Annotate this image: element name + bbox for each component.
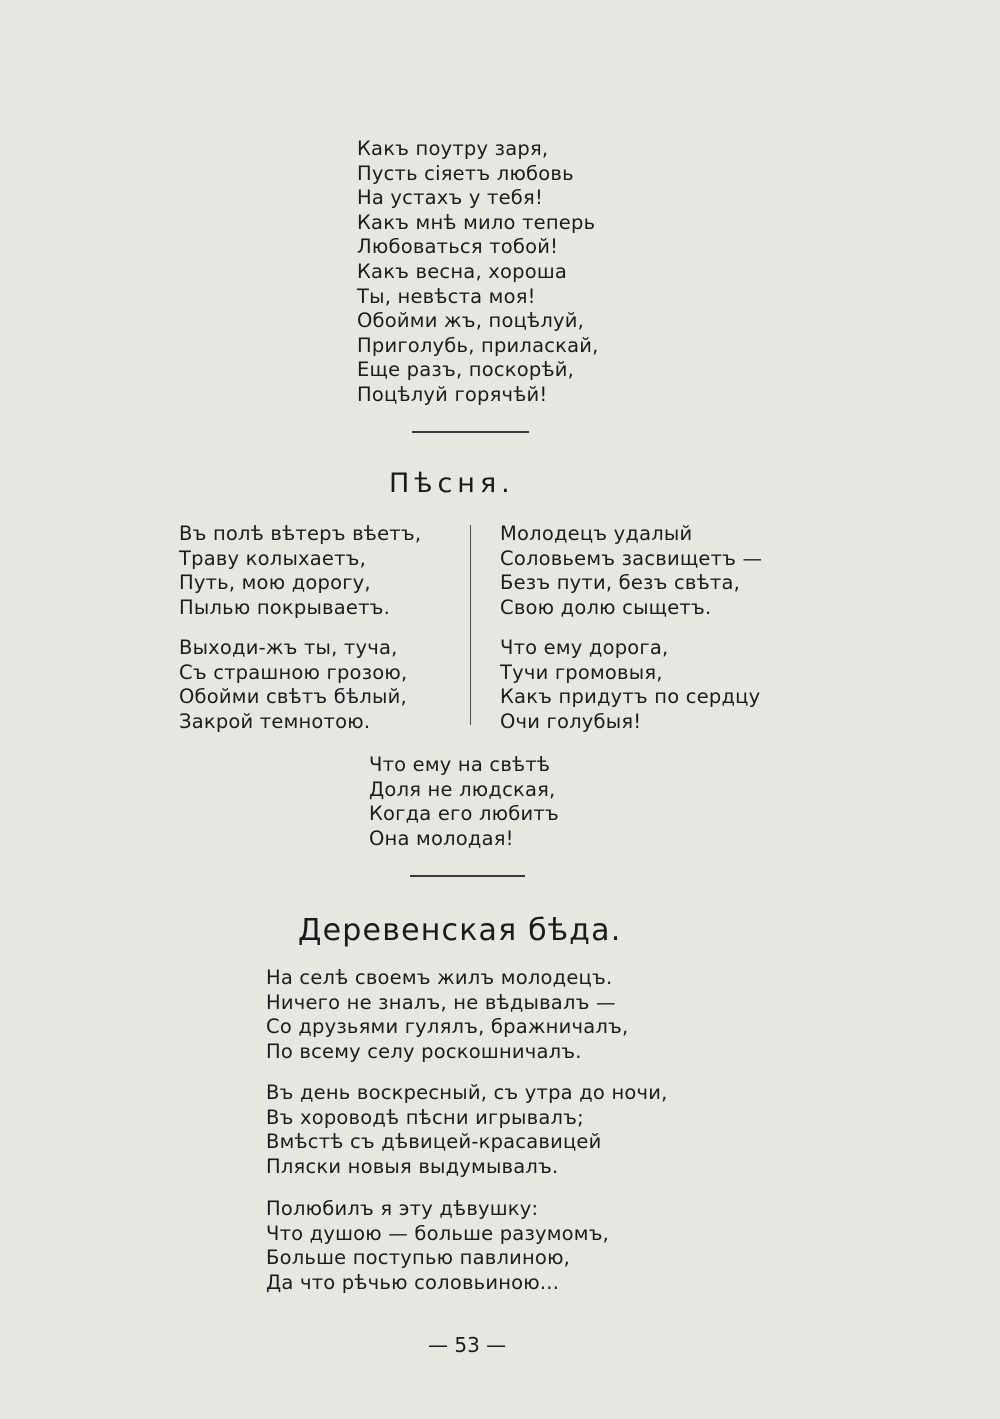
poem-line: Что душою — больше разумомъ,	[266, 1221, 610, 1245]
poem-line: Тучи громовыя,	[500, 660, 663, 684]
poem-line: Въ хороводѣ пѣсни игрывалъ;	[266, 1105, 584, 1129]
poem-line: Въ день воскресный, съ утра до ночи,	[266, 1081, 668, 1104]
poem-line: Больше поступью павлиною,	[266, 1246, 571, 1270]
poem-line: Закрой темнотою.	[179, 709, 371, 733]
poem-line: Приголубь, приласкай,	[357, 333, 599, 357]
poem-line: Пляски новыя выдумывалъ.	[266, 1154, 559, 1178]
poem-line: Что ему дорога,	[500, 636, 669, 659]
poem-line: Да что рѣчью соловьиною...	[266, 1270, 560, 1294]
poem-line: Любоваться тобой!	[357, 235, 559, 259]
poem-line: Безъ пути, безъ свѣта,	[500, 571, 741, 595]
poem-line: Ничего не зналъ, не вѣдывалъ —	[266, 990, 616, 1014]
page-number: — 53 —	[428, 1333, 507, 1357]
poem-line: По всему селу роскошничалъ.	[266, 1039, 582, 1063]
poem-line: Полюбилъ я эту дѣвушку:	[266, 1197, 539, 1220]
song-left-stanza-1	[179, 522, 421, 620]
poem-line: На устахъ у тебя!	[357, 186, 543, 210]
poem-line: Доля не людская,	[369, 777, 556, 801]
poem-line: Обойми свѣтъ бѣлый,	[179, 685, 407, 709]
poem-line: Свою долю сыщетъ.	[500, 595, 712, 619]
poem-line: Путь, мою дорогу,	[179, 571, 371, 595]
village-stanza-3	[266, 1197, 609, 1295]
poem-line: Обойми жъ, поцѣлуй,	[357, 309, 585, 333]
village-stanza-2	[266, 1081, 668, 1179]
poem-line: Какъ мнѣ мило теперь	[357, 210, 596, 234]
poem-line: Она молодая!	[369, 826, 514, 850]
poem-line: Какъ придутъ по сердцу	[500, 685, 761, 709]
song-right-stanza-2	[500, 636, 760, 734]
poem-line: На селѣ своемъ жилъ молодецъ.	[266, 966, 613, 989]
poem-line: Поцѣлуй горячѣй!	[357, 382, 548, 406]
song-right-stanza-1	[500, 522, 762, 620]
song-title: Пѣсня.	[389, 468, 515, 499]
poem-line: Со друзьями гулялъ, бражничалъ,	[266, 1015, 629, 1039]
poem-line: Пусть сіяетъ любовь	[357, 161, 574, 185]
poem-line: Очи голубыя!	[500, 709, 642, 733]
poem-line: Ты, невѣста моя!	[357, 284, 536, 308]
village-title: Деревенская бѣда.	[298, 913, 622, 948]
poem-line: Пылью покрываетъ.	[179, 595, 391, 619]
poem-line: Въ полѣ вѣтеръ вѣетъ,	[179, 522, 422, 545]
poem-line: Выходи-жъ ты, туча,	[179, 636, 398, 659]
poem-line: Съ страшною грозою,	[179, 660, 408, 684]
section-divider	[412, 431, 529, 433]
poem-line: Молодецъ удалый	[500, 522, 693, 545]
section-divider	[410, 875, 525, 877]
column-divider	[470, 525, 471, 725]
poem-line: Траву колыхаетъ,	[179, 546, 367, 570]
poem-line: Что ему на свѣтѣ	[369, 753, 551, 776]
song-left-stanza-2	[179, 636, 407, 734]
village-stanza-1	[266, 966, 628, 1064]
poem-line: Какъ поутру заря,	[357, 137, 549, 160]
poem-stanza	[357, 137, 599, 408]
poem-line: Когда его любитъ	[369, 802, 559, 826]
poem-line: Какъ весна, хороша	[357, 259, 568, 283]
poem-line: Еще разъ, поскорѣй,	[357, 358, 575, 382]
song-center-stanza	[369, 753, 559, 851]
poem-line: Вмѣстѣ съ дѣвицей-красавицей	[266, 1130, 602, 1154]
poem-line: Соловьемъ засвищетъ —	[500, 546, 763, 570]
